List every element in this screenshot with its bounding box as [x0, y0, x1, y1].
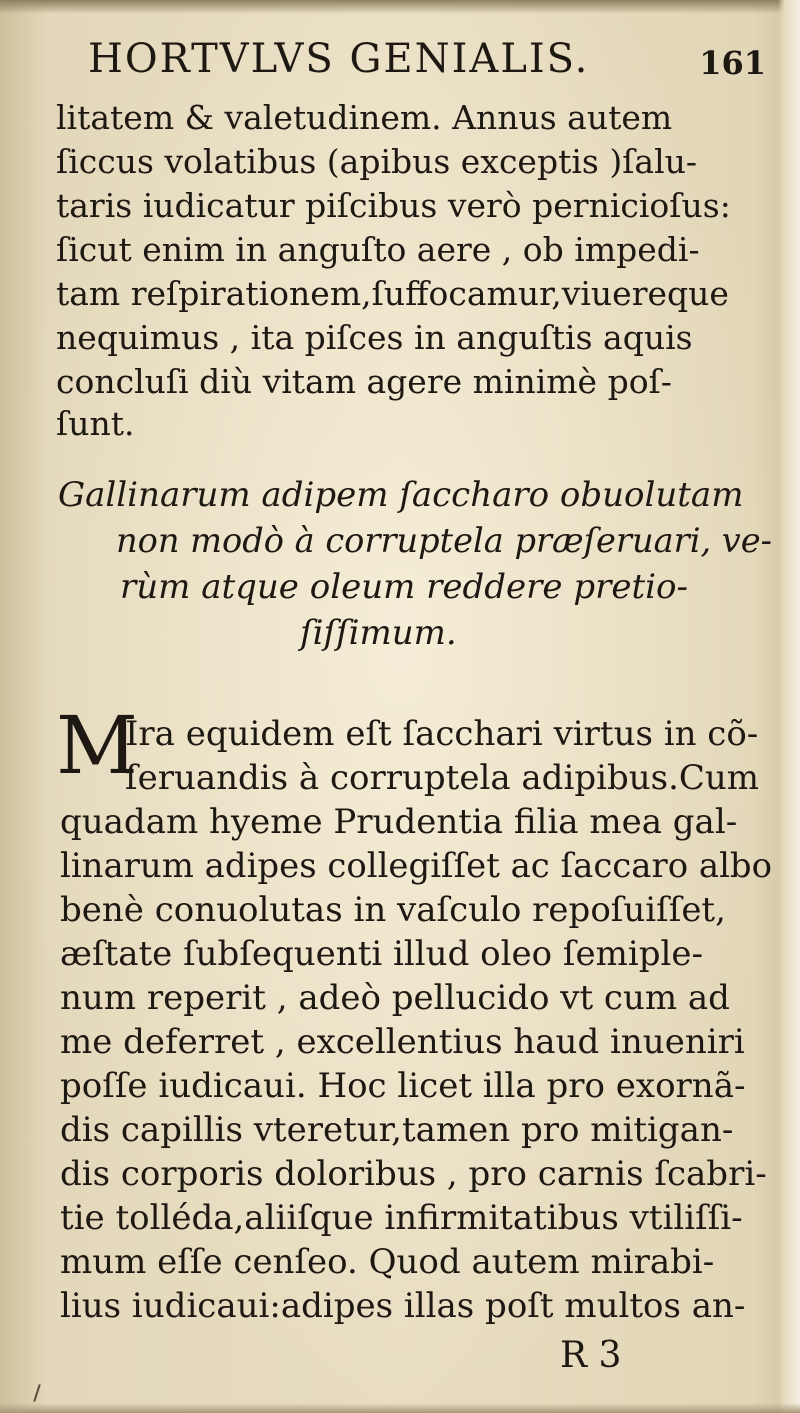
text-line: poſſe iudicaui. Hoc licet illa pro exornã-	[60, 1066, 746, 1106]
text-line: quadam hyeme Prudentia filia mea gal-	[60, 802, 738, 842]
text-line: ſeruandis à corruptela adipibus.Cum	[125, 758, 760, 798]
text-line: tie tolléda,aliiſque infirmitatibus vtiliſſi-	[60, 1198, 743, 1238]
text-line: num reperit , adeò pellucido vt cum ad	[60, 978, 730, 1018]
heading-line: non modò à corruptela præſeruari, ve-	[116, 521, 773, 561]
text-line: mum eſſe cenſeo. Quod autem mirabi-	[60, 1242, 715, 1282]
drop-cap: M	[56, 699, 138, 792]
page-number: 161	[699, 44, 766, 82]
text-line: æſtate ſubſequenti illud oleo ſemiple-	[60, 934, 703, 974]
text-line: tam reſpirationem,ſuffocamur,viuereque	[56, 274, 729, 313]
text-line: benè conuolutas in vaſculo repoſuiſſet,	[60, 890, 726, 930]
text-line: lius iudicaui:adipes illas poſt multos an-	[60, 1286, 746, 1326]
signature-mark: R 3	[560, 1335, 622, 1376]
text-line: Ira equidem eſt ſacchari virtus in cõ-	[125, 714, 759, 754]
heading-line: ſiſſimum.	[300, 613, 457, 653]
text-line: dis corporis doloribus , pro carnis ſcabri-	[60, 1154, 767, 1194]
text-line: linarum adipes collegiſſet ac ſaccaro albo	[60, 846, 773, 886]
text-line: litatem & valetudinem. Annus autem	[56, 98, 673, 137]
text-line: ſiccus volatibus (apibus exceptis )ſalu-	[56, 142, 698, 181]
text-line: me deferret , excellentius haud inueniri	[60, 1022, 745, 1062]
heading-line: Gallinarum adipem ſaccharo obuolutam	[58, 475, 744, 515]
text-line: dis capillis vteretur,tamen pro mitigan-	[60, 1110, 734, 1150]
text-line: concluſi diù vitam agere minimè poſ-	[56, 362, 672, 401]
text-line: ſicut enim in anguſto aere , ob impedi-	[56, 230, 700, 269]
heading-line: rùm atque oleum reddere pretio-	[120, 567, 688, 607]
running-title: HORTVLVS GENIALIS.	[88, 36, 590, 82]
text-line: ſunt.	[56, 404, 135, 443]
text-line: taris iudicatur piſcibus verò pernicioſus:	[56, 186, 731, 225]
text-line: nequimus , ita piſces in anguſtis aquis	[56, 318, 693, 357]
